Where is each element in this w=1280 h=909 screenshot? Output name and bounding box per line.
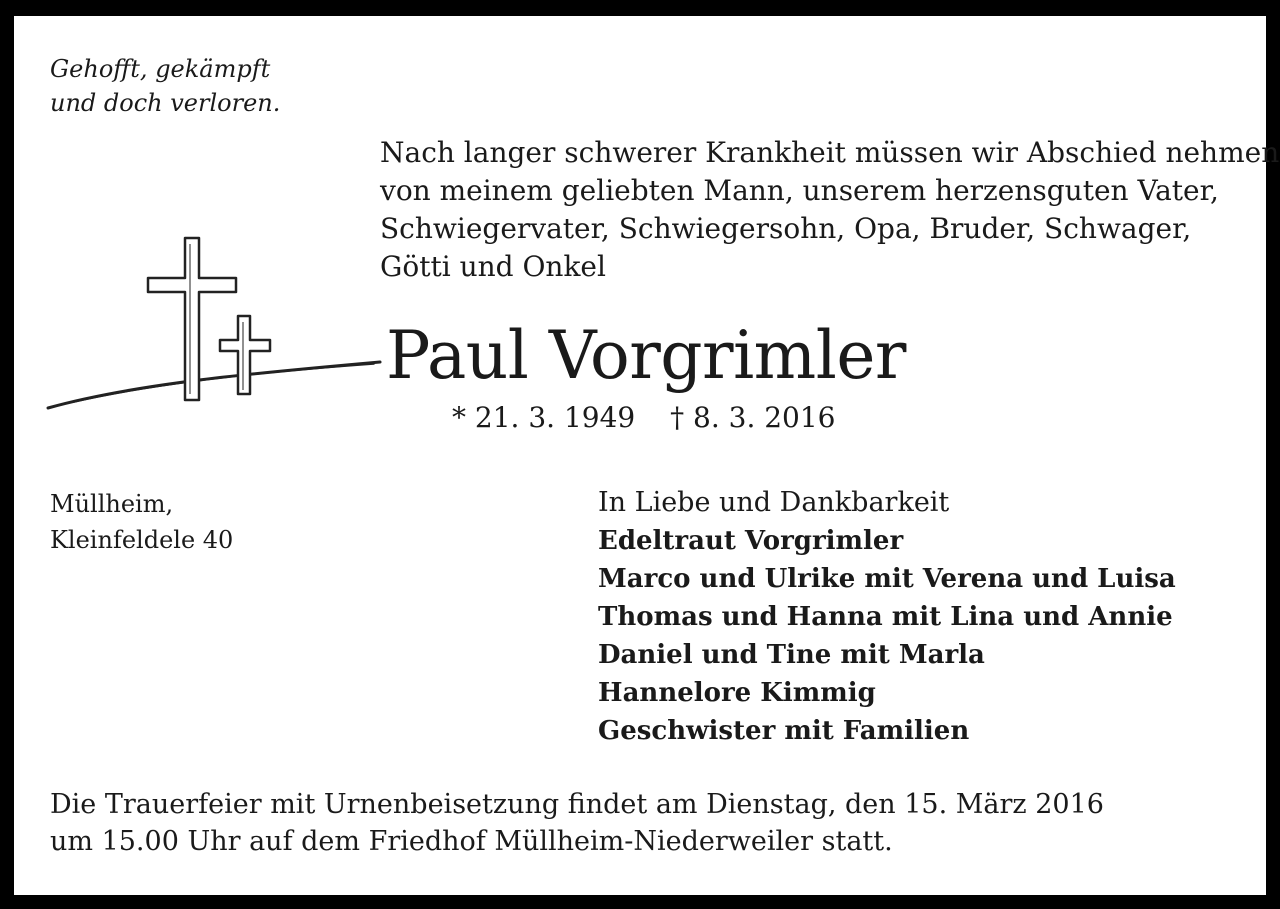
intro-line: Nach langer schwerer Krankheit müssen wir Abschied nehmen	[380, 136, 1280, 169]
address-line: Müllheim,	[50, 490, 174, 518]
service-line: Die Trauerfeier mit Urnenbeisetzung findet am Dienstag, den 15. März 2016	[50, 789, 1104, 820]
funeral-service-info	[50, 786, 1104, 860]
mourner: Marco und Ulrike mit Verena und Luisa	[598, 564, 1176, 594]
intro-line: Schwiegervater, Schwiegersohn, Opa, Bruder, Schwager,	[380, 212, 1192, 245]
service-line: um 15.00 Uhr auf dem Friedhof Müllheim-Niederweiler statt.	[50, 826, 893, 857]
death-date: † 8. 3. 2016	[670, 401, 836, 434]
intro-text	[380, 134, 1280, 286]
mourners-list	[598, 484, 1176, 750]
motto-line: Gehofft, gekämpft	[50, 55, 271, 83]
mourner: Hannelore Kimmig	[598, 678, 876, 708]
deceased-name: Paul Vorgrimler	[386, 317, 906, 394]
intro-line: Götti und Onkel	[380, 250, 606, 283]
mourner: Daniel und Tine mit Marla	[598, 640, 985, 670]
mourner: Thomas und Hanna mit Lina und Annie	[598, 602, 1173, 632]
birth-date: * 21. 3. 1949	[452, 401, 636, 434]
motto	[50, 52, 280, 120]
mourner: Edeltraut Vorgrimler	[598, 526, 904, 556]
mourner: Geschwister mit Familien	[598, 716, 970, 746]
family-address	[50, 486, 233, 558]
mourners-lead: In Liebe und Dankbarkeit	[598, 487, 950, 518]
motto-line: und doch verloren.	[50, 89, 281, 117]
address-line: Kleinfeldele 40	[50, 526, 234, 554]
life-dates	[452, 400, 836, 436]
obituary-notice	[14, 16, 1280, 895]
intro-line: von meinem geliebten Mann, unserem herzensguten Vater,	[380, 174, 1219, 207]
two-crosses-icon	[44, 234, 384, 414]
